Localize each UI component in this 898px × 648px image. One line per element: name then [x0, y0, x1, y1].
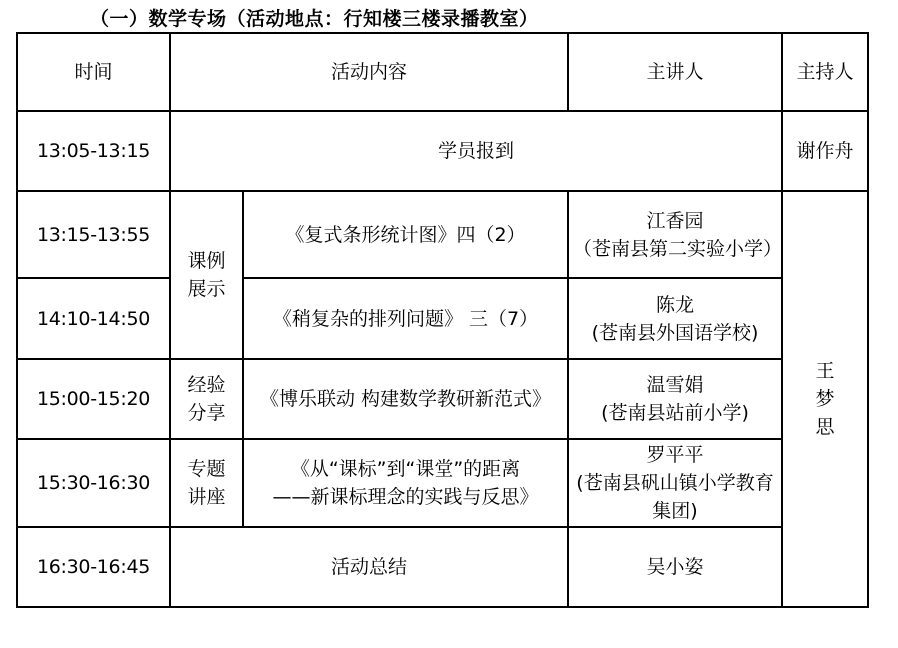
header-speaker: 主讲人 — [568, 33, 782, 111]
content-cell — [243, 439, 568, 527]
host-cell: 谢作舟 — [782, 111, 868, 191]
table-row — [17, 191, 868, 278]
host-char: 梦 — [815, 388, 835, 410]
header-host: 主持人 — [782, 33, 868, 111]
content-cell: 《博乐联动 构建数学教研新范式》 — [243, 359, 568, 439]
speaker-name: 陈龙 — [656, 293, 695, 316]
category-line: 专题 — [187, 458, 226, 480]
speaker-org: （苍南县第二实验小学） — [573, 237, 783, 260]
table-row — [17, 359, 868, 439]
content-cell: 《复式条形统计图》四（2） — [243, 191, 568, 278]
schedule-table — [16, 32, 869, 608]
time-cell: 15:00-15:20 — [17, 359, 170, 439]
table-row — [17, 111, 868, 191]
category-line: 经验 — [187, 374, 226, 396]
content-line: ——新课标理念的实践与反思》 — [272, 486, 539, 508]
table-row — [17, 439, 868, 527]
time-cell: 15:30-16:30 — [17, 439, 170, 527]
speaker-name: 江香园 — [646, 209, 704, 232]
host-char: 思 — [815, 416, 835, 438]
time-cell: 13:05-13:15 — [17, 111, 170, 191]
content-line: 《从“课标”到“课堂”的距离 — [290, 458, 521, 480]
speaker-org: (苍南县矾山镇小学教育集团) — [576, 472, 774, 522]
category-lecture — [170, 439, 243, 527]
header-time: 时间 — [17, 33, 170, 111]
content-cell: 《稍复杂的排列问题》 三（7） — [243, 278, 568, 359]
content-cell: 活动总结 — [170, 527, 568, 607]
category-line: 分享 — [187, 402, 226, 424]
host-char: 王 — [815, 360, 835, 382]
time-cell: 16:30-16:45 — [17, 527, 170, 607]
category-demo — [170, 191, 243, 359]
table-row — [17, 527, 868, 607]
speaker-org: (苍南县外国语学校) — [591, 321, 759, 344]
category-line: 课例 — [187, 250, 226, 272]
content-cell: 学员报到 — [170, 111, 782, 191]
speaker-cell — [568, 191, 782, 278]
speaker-org: (苍南县站前小学) — [601, 402, 749, 424]
time-cell: 14:10-14:50 — [17, 278, 170, 359]
speaker-name: 温雪娟 — [646, 374, 704, 396]
time-cell: 13:15-13:55 — [17, 191, 170, 278]
header-content: 活动内容 — [170, 33, 568, 111]
speaker-cell — [568, 359, 782, 439]
table-header-row — [17, 33, 868, 111]
category-line: 讲座 — [187, 486, 226, 508]
table-row — [17, 278, 868, 359]
host-cell-main — [782, 191, 868, 607]
speaker-name: 罗平平 — [646, 444, 704, 466]
section-title: （一）数学专场（活动地点：行知楼三楼录播教室） — [90, 8, 539, 30]
category-line: 展示 — [187, 278, 226, 300]
speaker-cell — [568, 278, 782, 359]
speaker-cell: 吴小姿 — [568, 527, 782, 607]
speaker-cell — [568, 439, 782, 527]
category-share — [170, 359, 243, 439]
